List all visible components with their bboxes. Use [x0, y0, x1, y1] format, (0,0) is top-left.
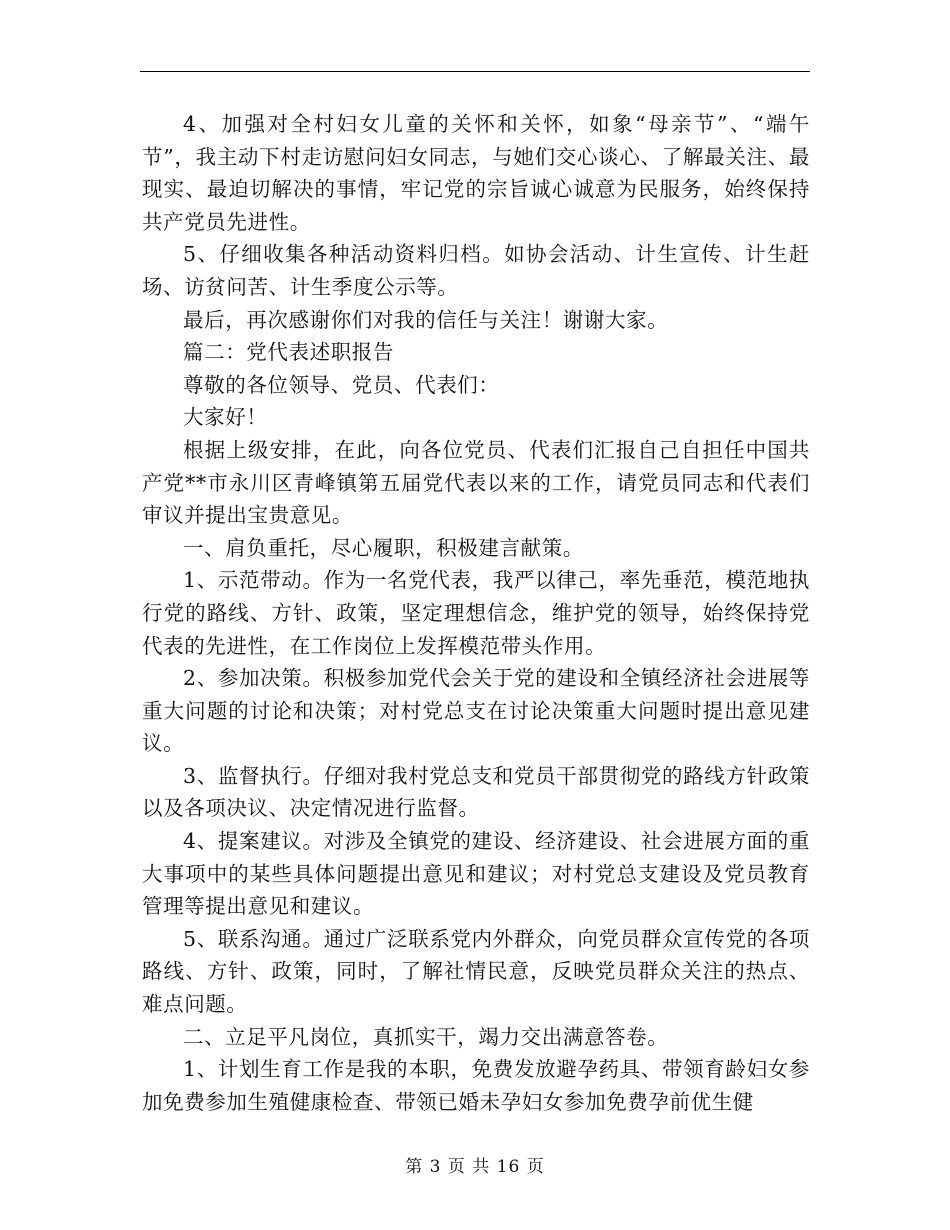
document-body — [142, 108, 810, 1118]
paragraph: 1、计划生育工作是我的本职，免费发放避孕药具、带领育龄妇女参加免费参加生殖健康检查、带领已婚未孕妇女参加免费孕前优生健 — [142, 1057, 810, 1114]
paragraph: 最后，再次感谢你们对我的信任与关注！谢谢大家。 — [183, 307, 669, 332]
paragraph: 1、示范带动。作为一名党代表，我严以律己，率先垂范，模范地执行党的路线、方针、政策，坚定理想信念，维护党的领导，始终保持党代表的先进性，在工作岗位上发挥模范带头作用。 — [142, 568, 810, 658]
footer-suffix: 页 — [526, 1157, 545, 1177]
greeting: 大家好！ — [183, 405, 268, 430]
current-page-number: 3 — [429, 1157, 442, 1177]
header-rule — [140, 71, 810, 72]
paragraph: 根据上级安排，在此，向各位党员、代表们汇报自己自担任中国共产党**市永川区青峰镇第五届党代表以来的工作，请党员同志和代表们审议并提出宝贵意见。 — [142, 437, 810, 528]
total-page-count: 16 — [496, 1157, 521, 1177]
paragraph: 5、联系沟通。通过广泛联系党内外群众，向党员群众宣传党的各项路线、方针、政策，同时，了解社情民意，反映党员群众关注的热点、难点问题。 — [142, 926, 810, 1017]
footer-prefix: 第 — [405, 1157, 424, 1177]
paragraph: 5、仔细收集各种活动资料归档。如协会活动、计生宣传、计生赶场、访贫问苦、计生季度公示等。 — [142, 242, 810, 299]
section-heading: 篇二：党代表述职报告 — [183, 340, 394, 365]
subsection-heading: 一、肩负重托，尽心履职，积极建言献策。 — [183, 535, 584, 560]
paragraph: 4、加强对全村妇女儿童的关怀和关怀，如象“母亲节”、“端午节”，我主动下村走访慰问妇女同志，与她们交心谈心、了解最关注、最现实、最迫切解决的事情，牢记党的宗旨诚心诚意为民服务，始终保持共产党员先进性。 — [142, 112, 810, 234]
salutation: 尊敬的各位领导、党员、代表们： — [183, 372, 500, 397]
paragraph: 2、参加决策。积极参加党代会关于党的建设和全镇经济社会进展等重大问题的讨论和决策；对村党总支在讨论决策重大问题时提出意见建议。 — [142, 666, 810, 756]
paragraph: 3、监督执行。仔细对我村党总支和党员干部贯彻党的路线方针政策以及各项决议、决定情况进行监督。 — [142, 763, 810, 821]
footer-middle: 页 共 — [447, 1157, 491, 1177]
page-footer — [0, 1152, 950, 1177]
paragraph: 4、提案建议。对涉及全镇党的建设、经济建设、社会进展方面的重大事项中的某些具体问题提出意见和建议；对村党总支建设及党员教育管理等提出意见和建议。 — [142, 829, 810, 919]
subsection-heading: 二、立足平凡岗位，真抓实干，竭力交出满意答卷。 — [183, 1024, 669, 1049]
